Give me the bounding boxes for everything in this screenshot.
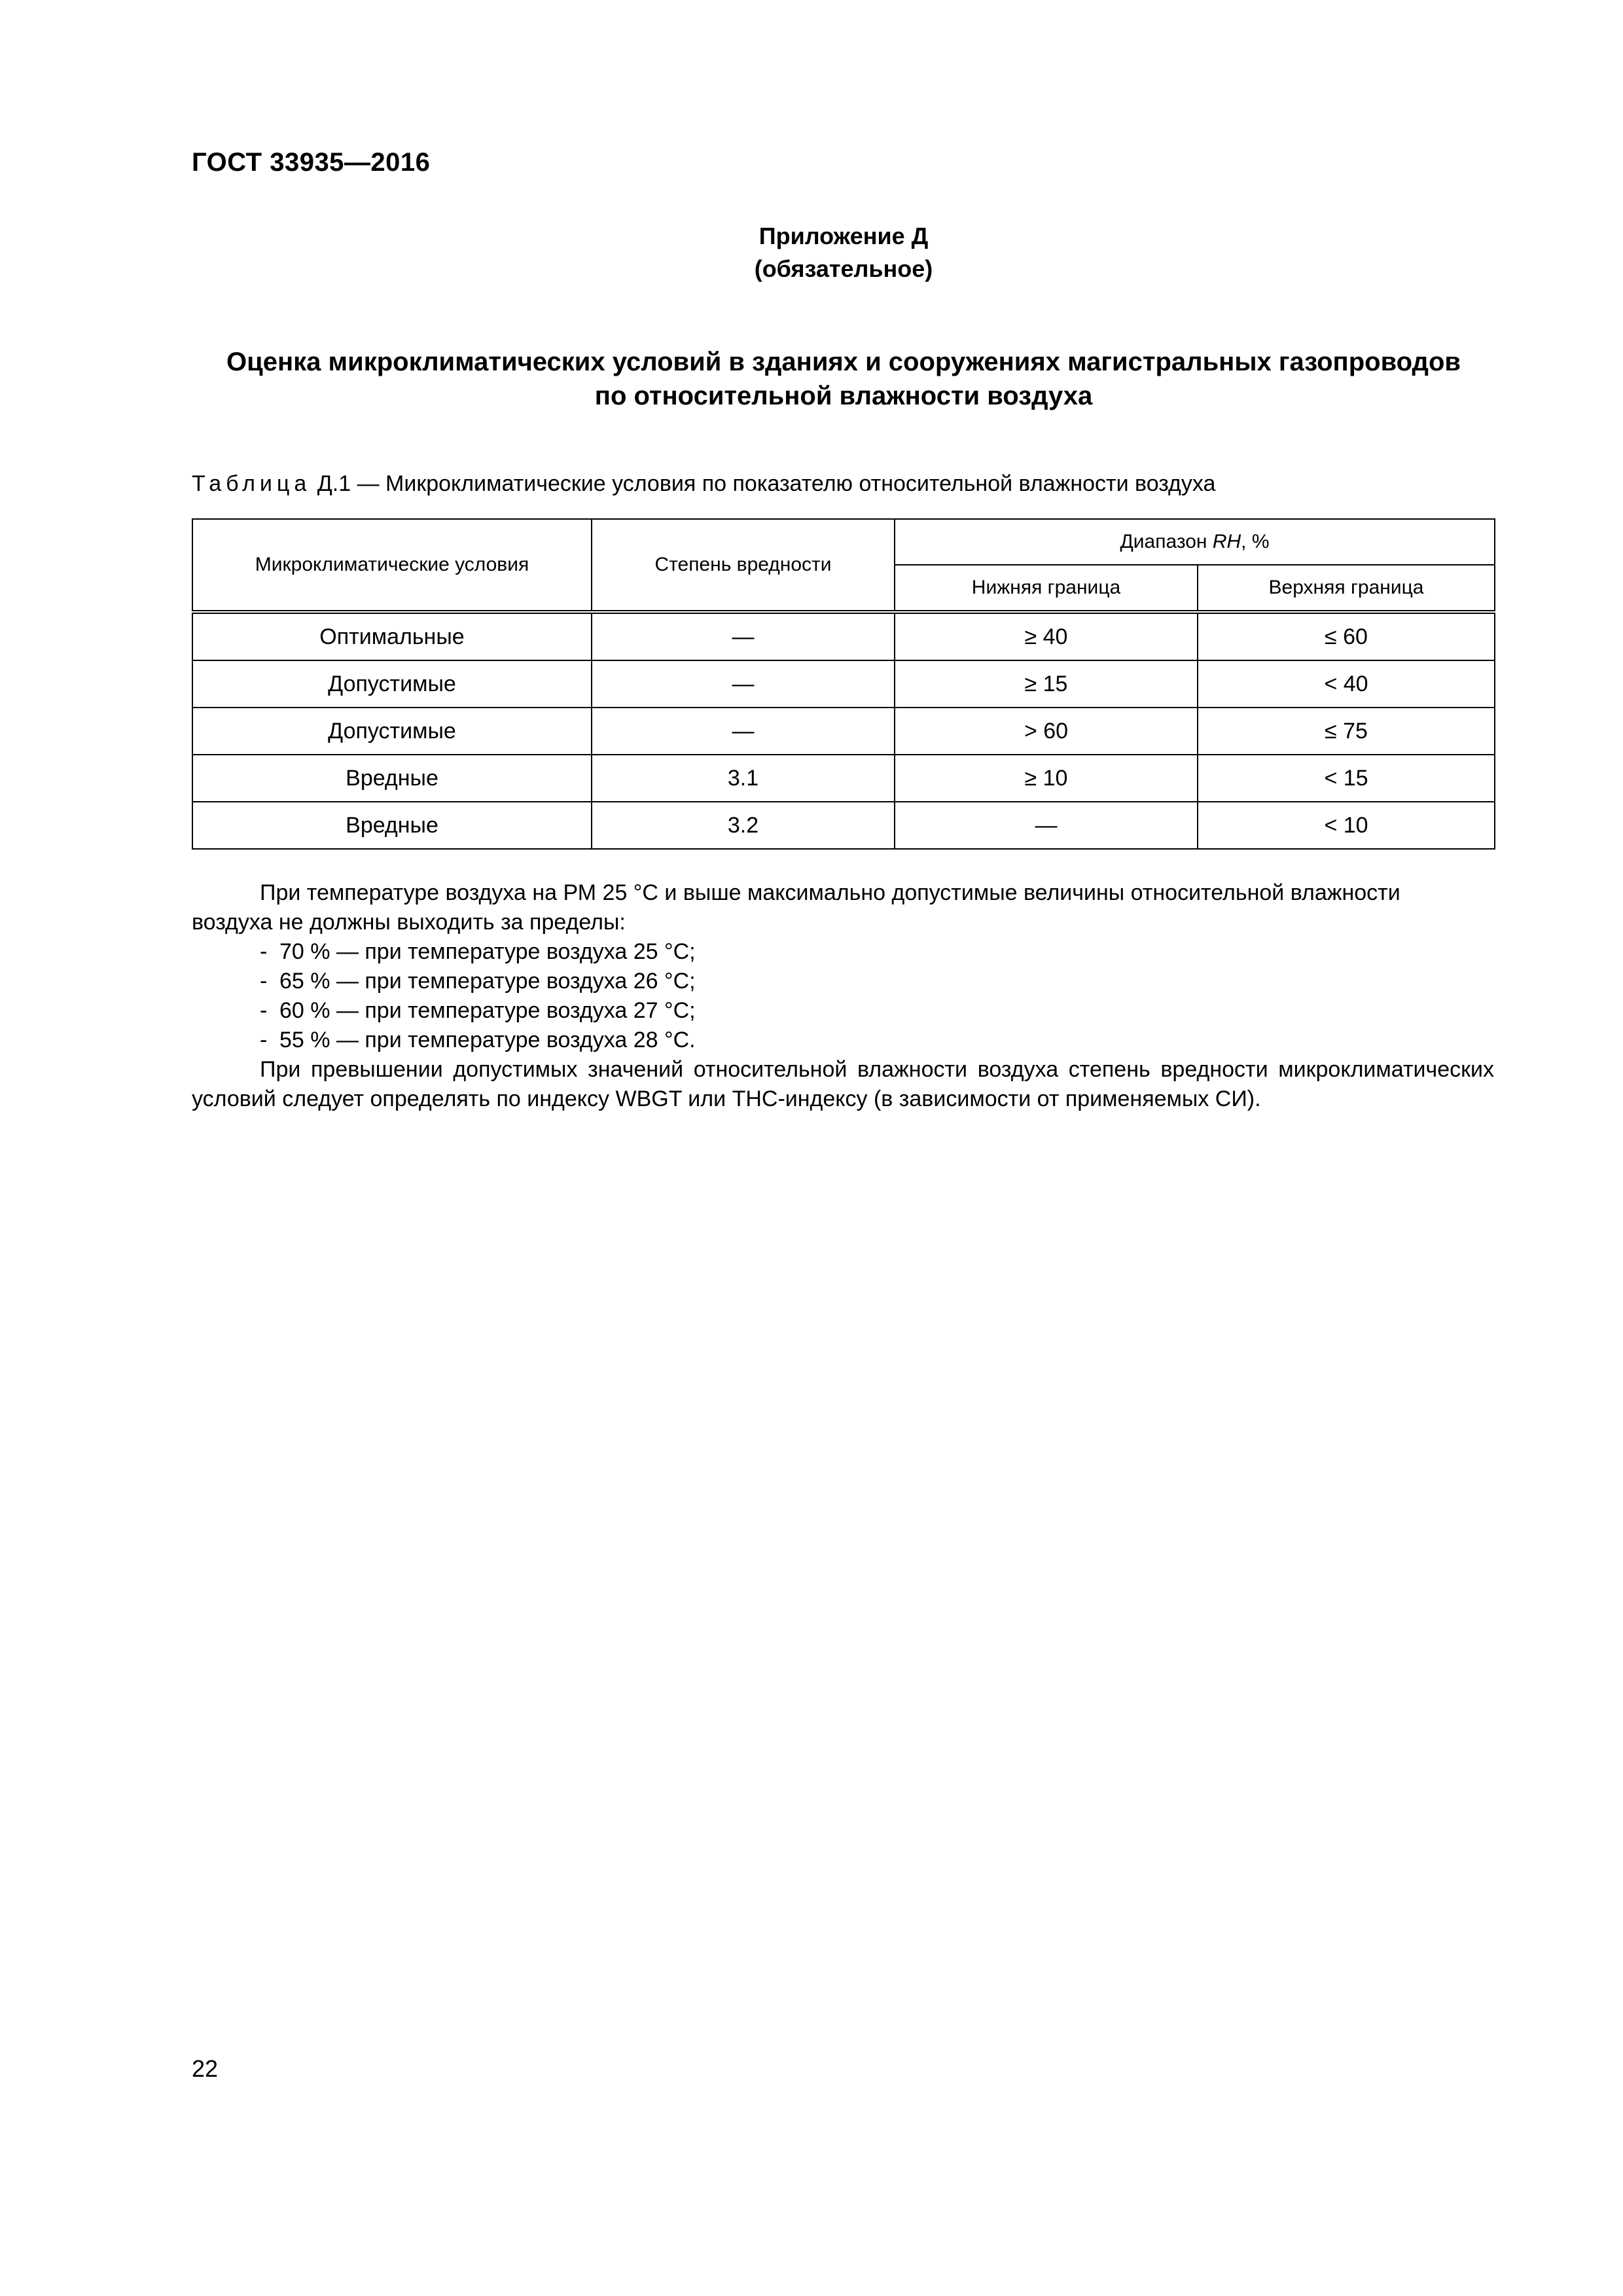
header-lower: Нижняя граница <box>895 565 1198 612</box>
paragraph-1-line-1: При температуре воздуха на РМ 25 °С и выше максимально допустимые величины относительной влажности <box>260 880 1400 905</box>
table-caption <box>192 471 1215 497</box>
cell-condition: Вредные <box>192 755 592 802</box>
standard-header: ГОСТ 33935—2016 <box>192 148 431 177</box>
list-item-text: 65 % — при температуре воздуха 26 °С; <box>279 969 696 994</box>
list-dash: - <box>260 998 268 1023</box>
cell-degree: 3.2 <box>592 802 895 849</box>
header-conditions: Микроклиматические условия <box>192 519 592 612</box>
header-range-var: RH <box>1212 531 1241 552</box>
table-row <box>192 708 1495 755</box>
list-item-text: 70 % — при температуре воздуха 25 °С; <box>279 939 696 964</box>
cell-upper: < 10 <box>1198 802 1495 849</box>
list-item <box>260 996 1494 1026</box>
list-item-text: 55 % — при температуре воздуха 28 °С. <box>279 1028 696 1052</box>
list-item <box>260 1026 1494 1055</box>
header-range-prefix: Диапазон <box>1120 531 1213 552</box>
cell-degree: — <box>592 660 895 708</box>
appendix-title: Приложение Д <box>758 223 929 249</box>
cell-condition: Оптимальные <box>192 612 592 660</box>
cell-condition: Допустимые <box>192 708 592 755</box>
cell-lower: ≥ 10 <box>895 755 1198 802</box>
paragraph-2: При превышении допустимых значений относительной влажности воздуха степень вредности микроклиматических условий следует определять по индексу WBGT или ТНС-индексу (в зависимости от применяемых СИ). <box>192 1057 1494 1111</box>
list-dash: - <box>260 969 268 994</box>
table-row <box>192 755 1495 802</box>
cell-condition: Вредные <box>192 802 592 849</box>
appendix-status: (обязательное) <box>754 255 933 282</box>
table-row <box>192 612 1495 660</box>
list-dash: - <box>260 939 268 964</box>
cell-degree: — <box>592 708 895 755</box>
list-item <box>260 967 1494 996</box>
header-degree: Степень вредности <box>592 519 895 612</box>
table-caption-text: Д.1 — Микроклиматические условия по показателю относительной влажности воздуха <box>311 471 1216 496</box>
main-title-line-2: по относительной влажности воздуха <box>594 382 1093 410</box>
page-number: 22 <box>192 2055 219 2082</box>
header-upper: Верхняя граница <box>1198 565 1495 612</box>
cell-lower: ≥ 15 <box>895 660 1198 708</box>
cell-upper: ≤ 60 <box>1198 612 1495 660</box>
paragraph-1-line-2: воздуха не должны выходить за пределы: <box>192 910 626 935</box>
cell-upper: < 40 <box>1198 660 1495 708</box>
cell-degree: 3.1 <box>592 755 895 802</box>
humidity-table <box>192 518 1495 850</box>
cell-condition: Допустимые <box>192 660 592 708</box>
list-dash: - <box>260 1028 268 1052</box>
main-title-line-1: Оценка микроклиматических условий в зданиях и сооружениях магистральных газопроводов <box>226 348 1461 376</box>
cell-degree: — <box>592 612 895 660</box>
cell-lower: > 60 <box>895 708 1198 755</box>
table-row <box>192 802 1495 849</box>
list-item <box>260 937 1494 967</box>
cell-lower: ≥ 40 <box>895 612 1198 660</box>
cell-lower: — <box>895 802 1198 849</box>
cell-upper: < 15 <box>1198 755 1495 802</box>
body-text <box>192 878 1494 1114</box>
table-row <box>192 660 1495 708</box>
list-item-text: 60 % — при температуре воздуха 27 °С; <box>279 998 696 1023</box>
header-range-suffix: , % <box>1241 531 1270 552</box>
cell-upper: ≤ 75 <box>1198 708 1495 755</box>
table-caption-label: Таблица <box>192 471 312 496</box>
header-range <box>895 519 1495 565</box>
